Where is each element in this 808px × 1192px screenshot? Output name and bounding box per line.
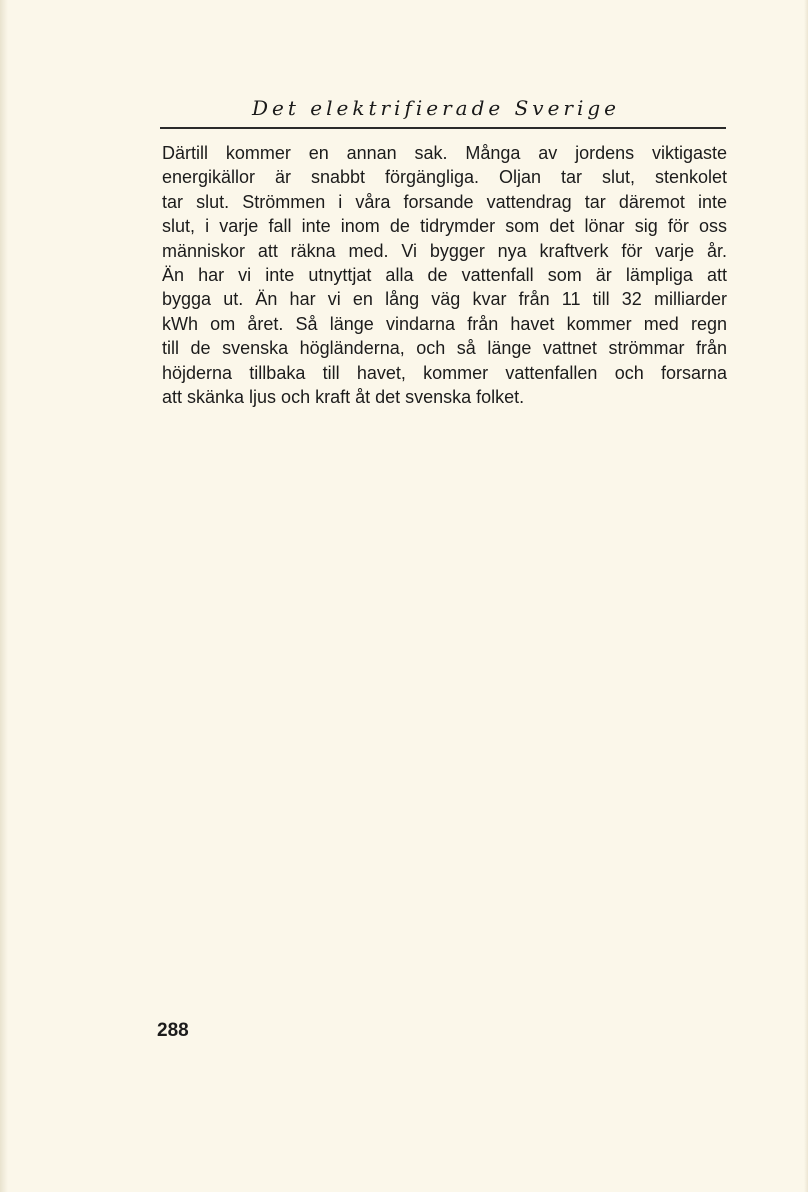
- page-number: 288: [157, 1020, 189, 1041]
- page-edge-right: [804, 0, 808, 1192]
- page-edge-left: [0, 0, 8, 1192]
- text-line: kWh om året. Så länge vindarna från havet kommer med regn: [162, 313, 727, 334]
- header-rule: [160, 127, 726, 129]
- text-line: att skänka ljus och kraft åt det svenska folket.: [162, 387, 525, 408]
- running-head: Det elektrifierade Sverige: [252, 96, 620, 120]
- text-line: till de svenska högländerna, och så länge vattnet strömmar från: [162, 338, 727, 359]
- text-line: människor att räkna med. Vi bygger nya kraftverk för varje år.: [162, 240, 727, 261]
- text-line: tar slut. Strömmen i våra forsande vattendrag tar däremot inte: [162, 191, 727, 212]
- body-paragraph: [162, 141, 727, 409]
- text-line: Därtill kommer en annan sak. Många av jordens viktigaste: [162, 143, 727, 163]
- text-line: bygga ut. Än har vi en lång väg kvar från 11 till 32 milliarder: [162, 289, 727, 310]
- text-line: slut, i varje fall inte inom de tidrymder som det lönar sig för oss: [162, 216, 727, 237]
- text-line: energikällor är snabbt förgängliga. Oljan tar slut, stenkolet: [162, 167, 727, 188]
- text-line: Än har vi inte utnyttjat alla de vattenfall som är lämpliga att: [162, 265, 727, 286]
- text-line: höjderna tillbaka till havet, kommer vattenfallen och forsarna: [162, 362, 727, 383]
